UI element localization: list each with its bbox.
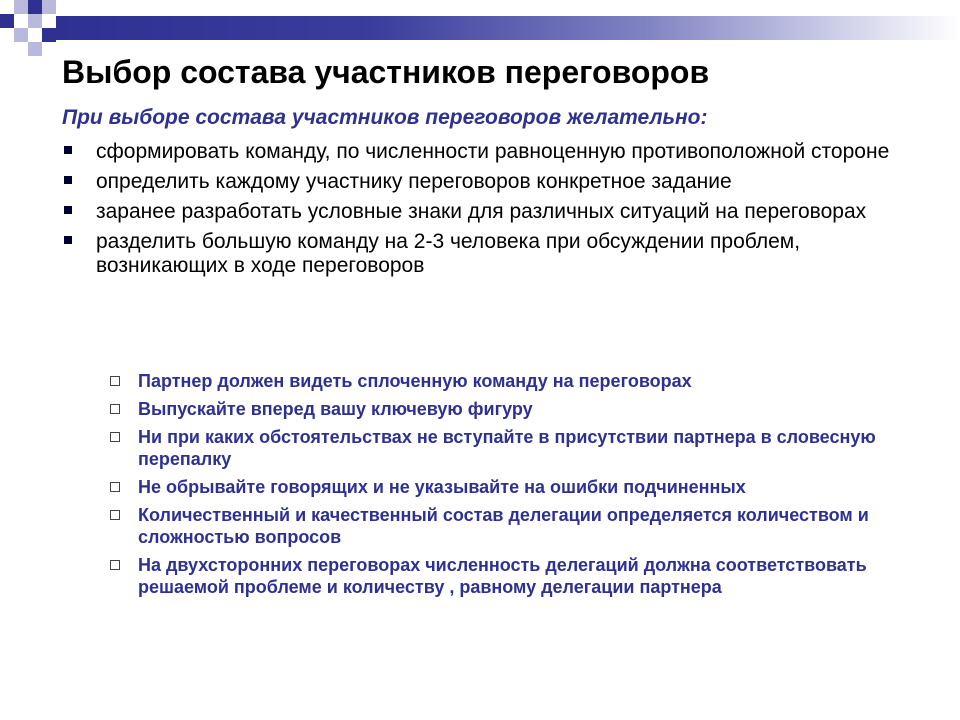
list-item-text: Ни при каких обстоятельствах не вступайте в присутствии партнера в словесную перепалку — [138, 427, 876, 469]
list-item — [62, 230, 922, 278]
square-bullet-icon — [64, 176, 72, 184]
hollow-square-bullet-icon — [110, 404, 120, 414]
hollow-square-bullet-icon — [110, 560, 120, 570]
list-item-text: На двухсторонних переговорах численность делегаций должна соответствовать решаемой проблеме и количеству , равному делегации партнера — [138, 555, 867, 597]
square-bullet-icon — [64, 146, 72, 154]
list-item — [62, 200, 922, 224]
list-item-text: сформировать команду, по численности равноценную противоположной стороне — [96, 140, 890, 163]
hollow-square-bullet-icon — [110, 510, 120, 520]
list-item-text: определить каждому участнику переговоров конкретное задание — [96, 170, 732, 193]
list-item — [106, 504, 926, 548]
decor-square — [14, 0, 28, 14]
square-bullet-icon — [64, 206, 72, 214]
slide-title: Выбор состава участников переговоров — [62, 54, 710, 90]
decor-square — [42, 28, 56, 42]
list-item — [106, 398, 926, 420]
list-item — [62, 170, 922, 194]
square-bullet-icon — [64, 236, 72, 244]
list-item — [106, 426, 926, 470]
decor-square — [14, 28, 28, 42]
list-item-text: Партнер должен видеть сплоченную команду на переговорах — [138, 371, 692, 391]
list-item — [106, 370, 926, 392]
list-item-text: заранее разработать условные знаки для различных ситуаций на переговорах — [96, 200, 867, 223]
hollow-square-bullet-icon — [110, 482, 120, 492]
list-item-text: разделить большую команду на 2-3 человека при обсуждении проблем, возникающих в ходе переговоров — [96, 230, 801, 277]
header-gradient-bar — [56, 16, 960, 40]
decor-square — [42, 0, 56, 14]
tips-list — [106, 370, 926, 604]
list-item — [106, 476, 926, 498]
decor-square — [28, 0, 42, 14]
list-item-text: Выпускайте вперед вашу ключевую фигуру — [138, 399, 533, 419]
hollow-square-bullet-icon — [110, 376, 120, 386]
decor-square — [28, 14, 42, 28]
main-bullet-list — [62, 140, 922, 284]
list-item-text: Не обрывайте говорящих и не указывайте на ошибки подчиненных — [138, 477, 746, 497]
decor-square — [0, 14, 14, 28]
list-item-text: Количественный и качественный состав делегации определяется количеством и сложностью вопросов — [138, 505, 869, 547]
list-item — [106, 554, 926, 598]
list-item — [62, 140, 922, 164]
decor-square — [28, 42, 42, 56]
hollow-square-bullet-icon — [110, 432, 120, 442]
slide-subtitle: При выборе состава участников переговоров желательно: — [62, 106, 708, 129]
header-decoration — [0, 0, 960, 60]
